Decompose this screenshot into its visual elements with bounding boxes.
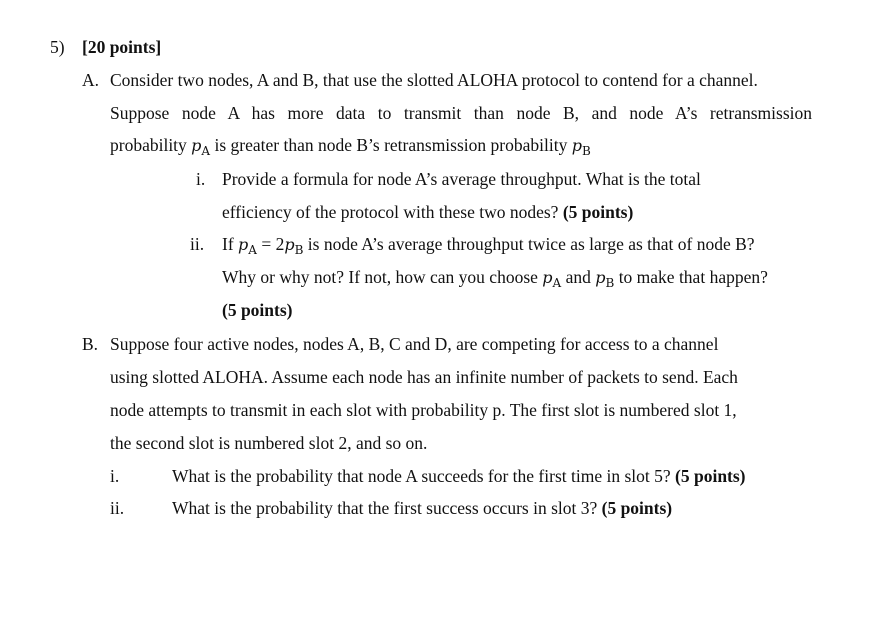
- part-a-label: A.: [82, 70, 100, 90]
- part-b-ii-points: (5 points): [601, 498, 673, 518]
- part-b-label: B.: [82, 334, 99, 354]
- part-b-i-line: [172, 465, 746, 487]
- part-a-i-line-2-text: efficiency of the protocol with these two nodes?: [222, 202, 559, 222]
- pb-variable: $p_B$: [284, 235, 304, 257]
- part-a-line-3: [110, 134, 591, 158]
- question-points: [82, 36, 161, 58]
- part-a-line-1: Consider two nodes, A and B, that use the slotted ALOHA protocol to contend for a channel.: [110, 70, 758, 90]
- part-a-ii-points-line: [222, 299, 293, 321]
- part-a-line-2: Suppose node A has more data to transmit than node B, and node A’s retransmission: [110, 103, 812, 123]
- part-b-line-3: node attempts to transmit in each slot with probability p. The first slot is numbered slot 1,: [110, 400, 737, 420]
- question-number-label: 5): [50, 37, 65, 57]
- part-b-ii-label: ii.: [110, 498, 125, 518]
- question-number: [50, 36, 65, 58]
- part-a-ii-line-2-post: to make that happen?: [614, 267, 768, 287]
- part-b-ii-line: [172, 497, 672, 519]
- part-b-line-4: the second slot is numbered slot 2, and so on.: [110, 433, 428, 453]
- part-a-i-line-2: [222, 201, 633, 223]
- part-b-i-text: What is the probability that node A succeeds for the first time in slot 5?: [172, 466, 671, 486]
- part-a-ii-line-1: [222, 233, 755, 257]
- equation-equals: = 2: [256, 234, 285, 254]
- part-b-i-label: i.: [110, 466, 120, 486]
- part-a-ii-line-1-post: is node A’s average throughput twice as large as that of node B?: [303, 234, 755, 254]
- part-a-ii-line-2: [222, 266, 768, 290]
- part-a-i-line-1: Provide a formula for node A’s average throughput. What is the total: [222, 169, 701, 189]
- pa-variable: $p_A$: [238, 235, 257, 257]
- part-b-ii-text: What is the probability that the first success occurs in slot 3?: [172, 498, 598, 518]
- question-points-label: [20 points]: [82, 37, 162, 57]
- pa-variable: $p_A$: [542, 268, 562, 290]
- part-a-ii-label: ii.: [190, 234, 205, 254]
- part-a-ii-points: (5 points): [222, 300, 293, 320]
- part-a-line-3-mid: is greater than node B’s retransmission probability: [210, 135, 572, 155]
- part-a-i-points: (5 points): [562, 202, 634, 222]
- pb-variable: $p_B$: [571, 136, 591, 158]
- part-a-ii-line-2-pre: Why or why not? If not, how can you choose: [222, 267, 543, 287]
- pa-variable: $p_A$: [191, 136, 211, 158]
- part-b-line-2: using slotted ALOHA. Assume each node has an infinite number of packets to send. Each: [110, 367, 738, 387]
- part-a-i-label: i.: [196, 169, 206, 189]
- part-b-line-1: Suppose four active nodes, nodes A, B, C and D, are competing for access to a channel: [110, 334, 719, 354]
- part-b-i-points: (5 points): [675, 466, 746, 486]
- part-a-ii-line-2-and: and: [561, 267, 596, 287]
- pb-variable: $p_B$: [595, 268, 615, 290]
- part-a-ii-if: If: [222, 234, 239, 254]
- part-a-line-3-pre: probability: [110, 135, 192, 155]
